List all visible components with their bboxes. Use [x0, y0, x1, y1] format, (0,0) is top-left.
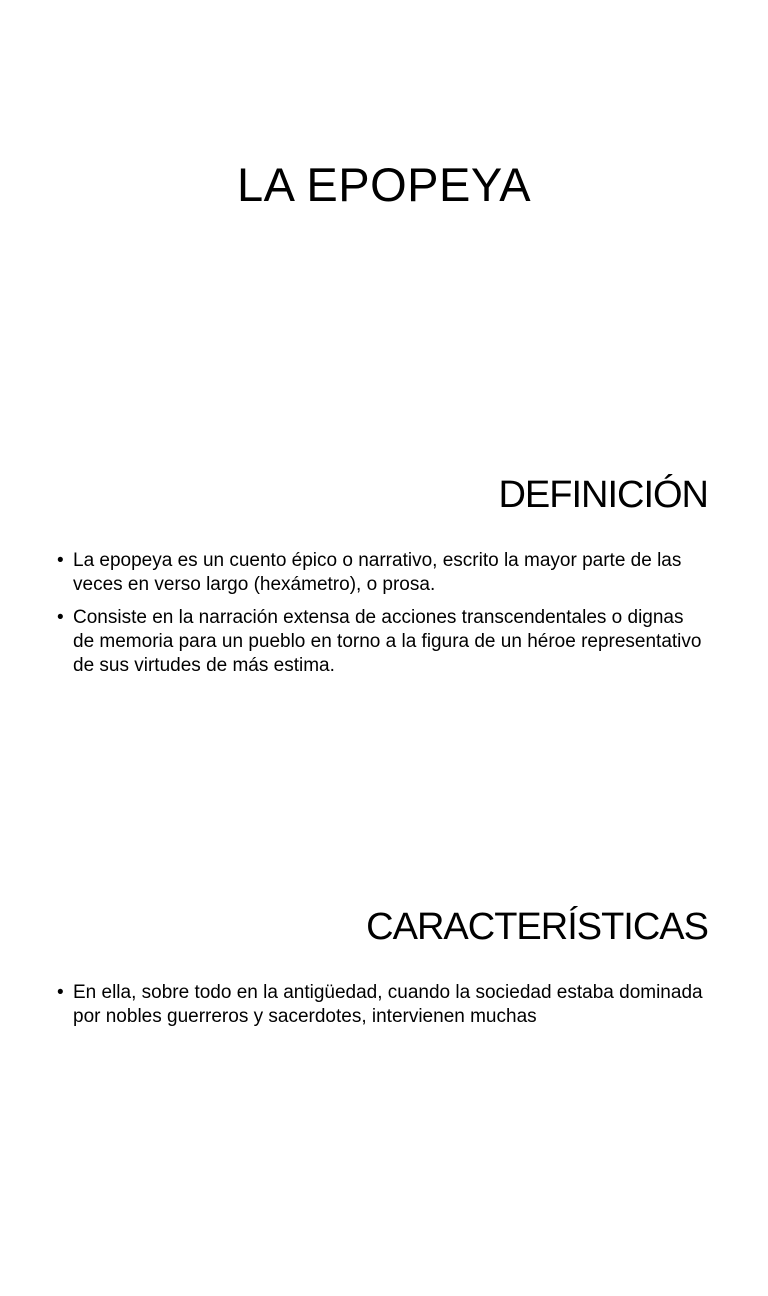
bullet-text: En ella, sobre todo en la antigüedad, cuando la sociedad estaba dominada por nobles guerreros y sacerdotes, intervienen muchas [73, 982, 703, 1027]
slide-title [0, 0, 768, 432]
list-item [57, 606, 708, 678]
slide-caracteristicas [0, 864, 768, 1296]
caracteristicas-heading: CARACTERÍSTICAS [366, 906, 708, 948]
bullet-text: La epopeya es un cuento épico o narrativo, escrito la mayor parte de las veces en verso largo (hexámetro), o prosa. [73, 550, 682, 595]
caracteristicas-bullet-list [57, 981, 708, 1038]
definicion-heading: DEFINICIÓN [498, 474, 708, 516]
slide-title-heading: LA EPOPEYA [236, 158, 532, 211]
bullet-icon: • [57, 607, 64, 628]
slide-definicion [0, 432, 768, 864]
definicion-bullet-list [57, 549, 708, 687]
list-item [57, 549, 708, 597]
bullet-text: Consiste en la narración extensa de acciones transcendentales o dignas de memoria para un pueblo en torno a la figura de un héroe representativo de sus virtudes de más estima. [73, 607, 702, 676]
list-item [57, 981, 708, 1029]
bullet-icon: • [57, 982, 64, 1003]
bullet-icon: • [57, 550, 64, 571]
